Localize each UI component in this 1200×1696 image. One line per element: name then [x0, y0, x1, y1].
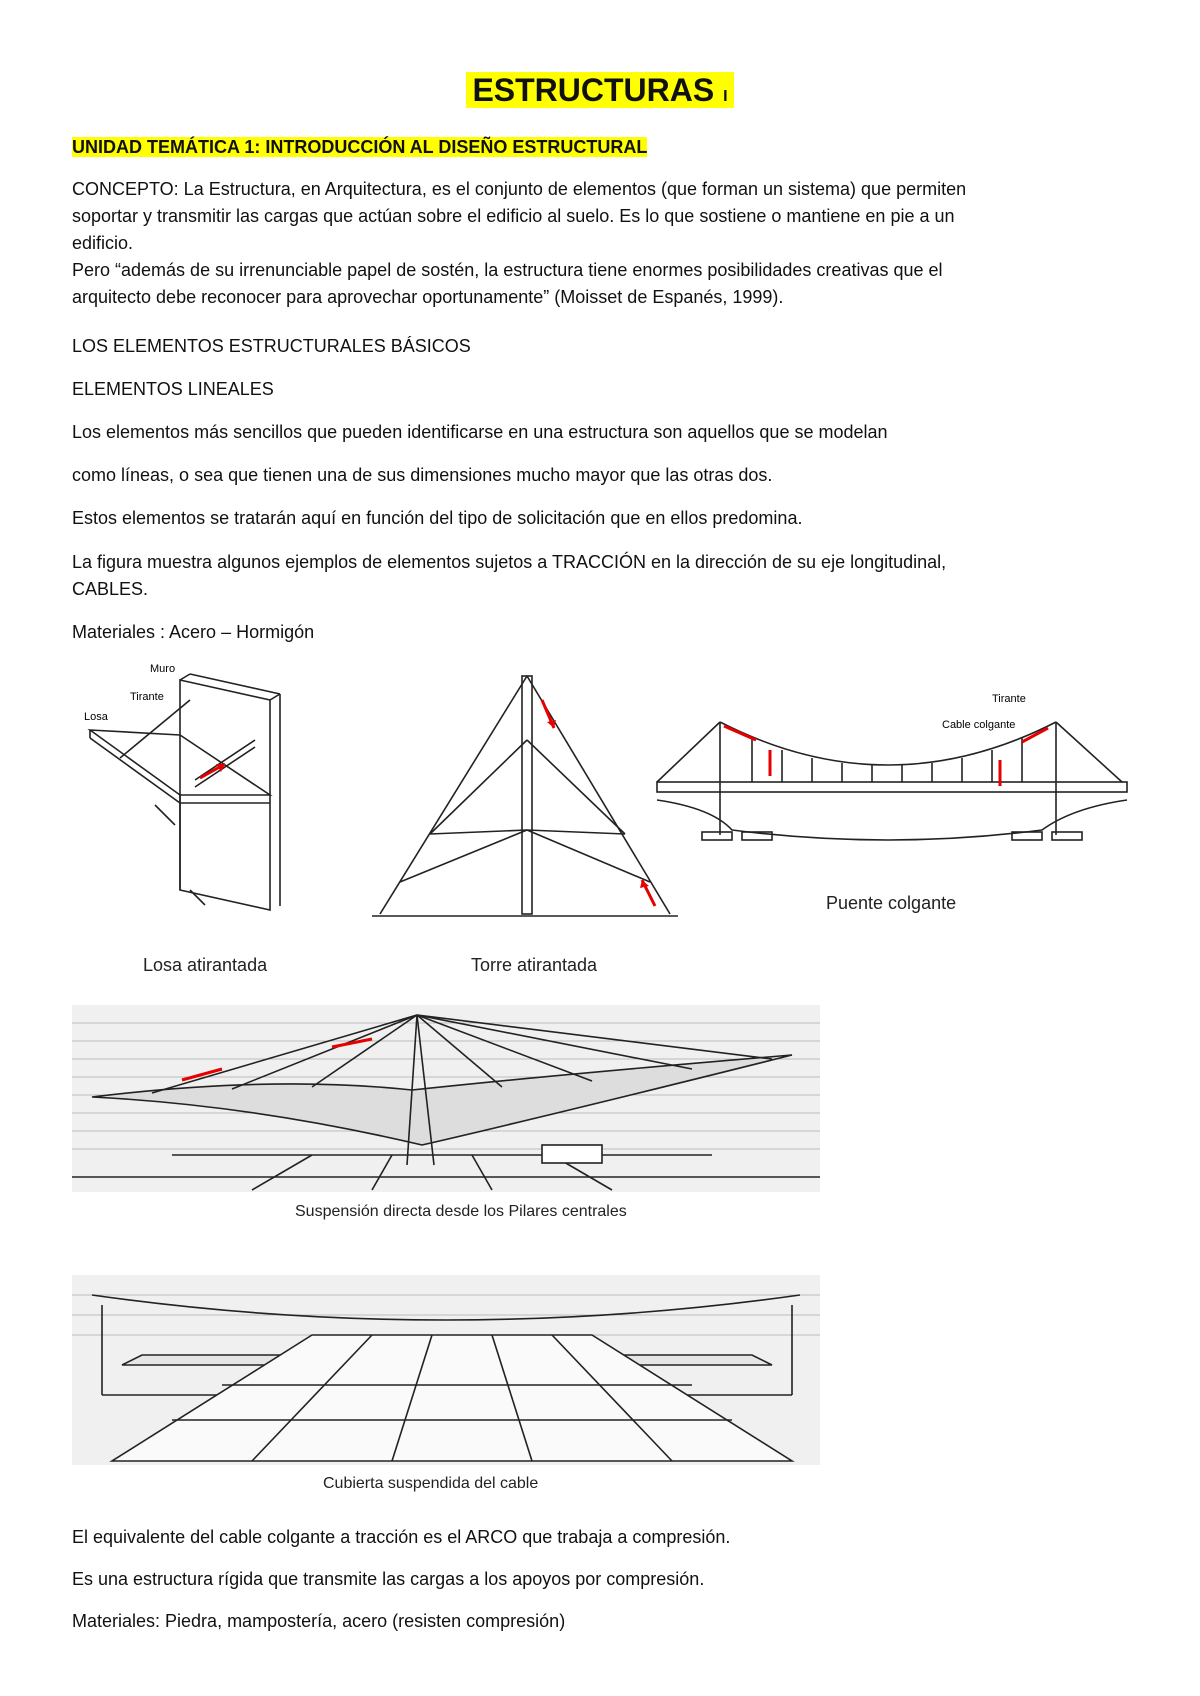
unit-heading-text: UNIDAD TEMÁTICA 1: INTRODUCCIÓN AL DISEÑO ESTRUCTURAL — [72, 137, 648, 157]
title-highlight — [466, 72, 733, 108]
concept-line-3: edificio. — [72, 233, 134, 253]
torre-atirantada-figure — [370, 670, 680, 920]
caption-torre-atirantada: Torre atirantada — [471, 955, 598, 975]
losa-atirantada-figure — [80, 660, 320, 920]
cable-arrow-left — [724, 726, 756, 740]
materials-compression: Materiales: Piedra, mampostería, acero (resisten compresión) — [72, 1611, 566, 1631]
paragraph-4-line-1: La figura muestra algunos ejemplos de elementos sujetos a TRACCIÓN en la dirección de su eje longitudinal, — [72, 552, 947, 572]
label-tirante-puente: Tirante — [992, 693, 1026, 705]
paragraph-3: Estos elementos se tratarán aquí en función del tipo de solicitación que en ellos predomina. — [72, 508, 803, 528]
paragraph-arch-rigid: Es una estructura rígida que transmite las cargas a los apoyos por compresión. — [72, 1569, 705, 1589]
materials-steel-concrete: Materiales : Acero – Hormigón — [72, 622, 315, 642]
concept-line-5: arquitecto debe reconocer para aprovechar oportunamente” (Moisset de Espanés, 1999). — [72, 287, 784, 307]
concept-line-4: Pero “además de su irrenunciable papel de sostén, la estructura tiene enormes posibilidades creativas que el — [72, 260, 943, 280]
paragraph-arch-equivalent: El equivalente del cable colgante a tracción es el ARCO que trabaja a compresión. — [72, 1527, 731, 1547]
title-suffix: I — [723, 88, 728, 105]
puente-colgante-figure — [652, 690, 1132, 850]
caption-cubierta-suspendida: Cubierta suspendida del cable — [323, 1475, 539, 1492]
bridge-hangers — [752, 738, 1022, 782]
unit-heading — [72, 134, 1132, 161]
paragraph-4 — [72, 549, 1132, 603]
label-cable-colgante: Cable colgante — [942, 719, 1016, 731]
label-tirante: Tirante — [130, 691, 164, 703]
label-muro: Muro — [150, 663, 176, 675]
cable-arrow-right — [1022, 728, 1048, 742]
concept-paragraph — [72, 176, 1132, 311]
concept-line-1: CONCEPTO: La Estructura, en Arquitectura, es el conjunto de elementos (que forman un sistema) que permiten — [72, 179, 967, 199]
title-text: ESTRUCTURAS — [472, 72, 715, 108]
caption-puente-colgante: Puente colgante — [826, 893, 957, 913]
suspension-pillars-figure — [72, 1005, 820, 1192]
heading-linear-elements: ELEMENTOS LINEALES — [72, 379, 274, 399]
paragraph-4-line-2: CABLES. — [72, 579, 149, 599]
concept-line-2: soportar y transmitir las cargas que actúan sobre el edificio al suelo. Es lo que sostiene o mantiene en pie a un — [72, 206, 955, 226]
label-losa: Losa — [84, 711, 108, 723]
cubierta-suspendida-figure — [72, 1275, 820, 1465]
paragraph-1: Los elementos más sencillos que pueden identificarse en una estructura son aquellos que se modelan — [72, 422, 888, 442]
caption-losa-atirantada: Losa atirantada — [143, 955, 268, 975]
page-title — [0, 72, 1200, 109]
heading-basic-elements: LOS ELEMENTOS ESTRUCTURALES BÁSICOS — [72, 336, 471, 356]
caption-suspension-pilares: Suspensión directa desde los Pilares centrales — [295, 1203, 627, 1220]
paragraph-2: como líneas, o sea que tienen una de sus dimensiones mucho mayor que las otras dos. — [72, 465, 773, 485]
